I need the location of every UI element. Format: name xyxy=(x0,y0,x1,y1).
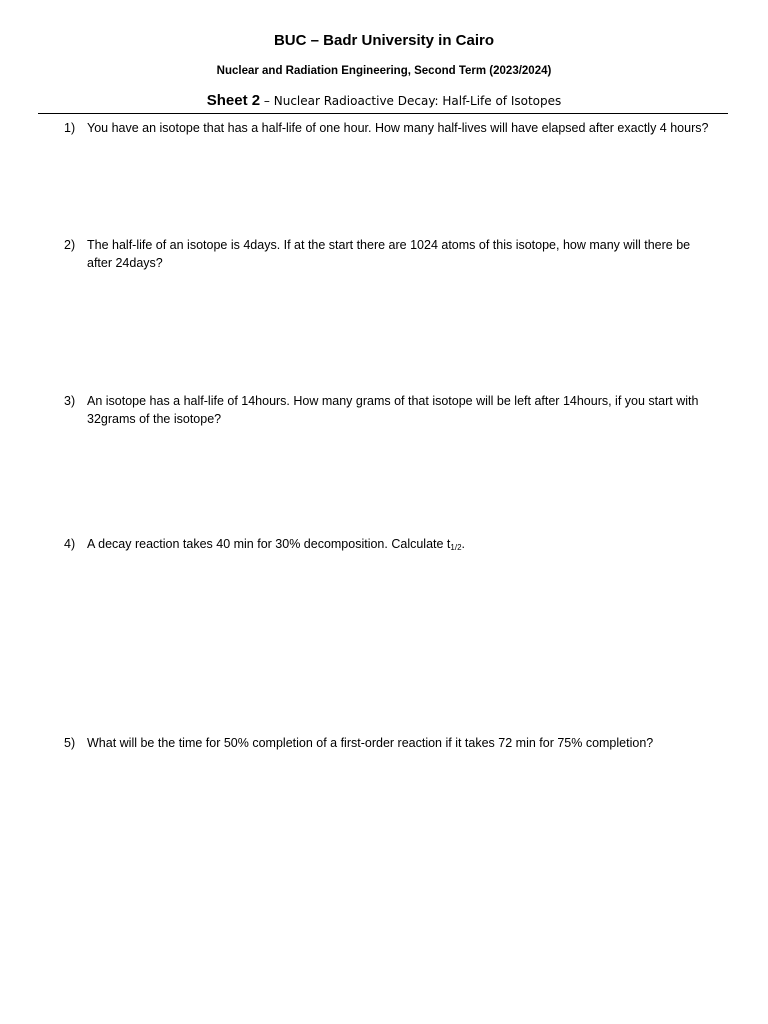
question-2 xyxy=(64,237,714,272)
sheet-separator: – xyxy=(260,94,274,108)
question-text: You have an isotope that has a half-life of one hour. How many half-lives will have elapsed after exactly 4 hours? xyxy=(87,121,709,135)
question-number: 1) xyxy=(64,121,76,135)
question-number: 2) xyxy=(64,238,76,252)
question-text-main: A decay reaction takes 40 min for 30% decomposition. Calculate t xyxy=(87,537,451,551)
question-text: The half-life of an isotope is 4days. If at the start there are 1024 atoms of this isotope, how many will there be after 24days? xyxy=(87,238,691,270)
sheet-topic: Nuclear Radioactive Decay: Half-Life of Isotopes xyxy=(273,94,562,108)
question-number: 3) xyxy=(64,394,76,408)
question-text: What will be the time for 50% completion of a first-order reaction if it takes 72 min for 75% completion? xyxy=(87,736,654,750)
sheet-heading xyxy=(0,92,768,110)
question-number: 4) xyxy=(64,537,76,551)
university-title: BUC – Badr University in Cairo xyxy=(273,32,495,49)
question-4 xyxy=(64,536,714,554)
question-text: An isotope has a half-life of 14hours. How many grams of that isotope will be left after 14hours, if you start with 32grams of the isotope? xyxy=(87,394,699,426)
question-text xyxy=(87,536,714,554)
question-5 xyxy=(64,735,714,753)
header-divider xyxy=(38,113,728,114)
question-3 xyxy=(64,393,714,428)
half-life-subscript: 1/2 xyxy=(450,543,462,552)
sheet-number: Sheet 2 xyxy=(206,92,261,109)
question-number: 5) xyxy=(64,736,76,750)
question-1 xyxy=(64,120,714,138)
question-text-end: . xyxy=(461,537,466,551)
course-title: Nuclear and Radiation Engineering, Second Term (2023/2024) xyxy=(216,65,552,77)
